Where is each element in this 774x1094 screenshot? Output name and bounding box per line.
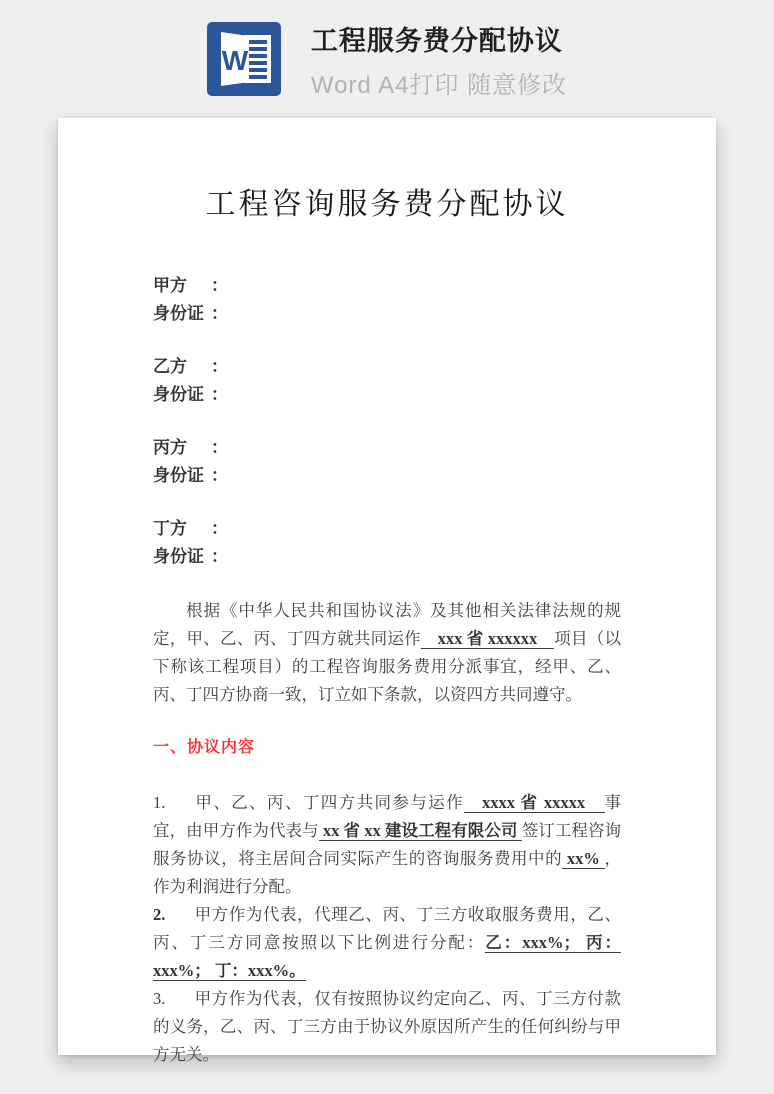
clause-text bbox=[153, 793, 621, 896]
party-role-line bbox=[153, 434, 621, 462]
text-segment: xxx 省 xxxxxx bbox=[420, 629, 555, 648]
document-body bbox=[153, 597, 621, 1069]
text-segment: xx 省 xx 建设工程有限公司 bbox=[318, 821, 522, 840]
colon: ： bbox=[211, 385, 228, 404]
intro-paragraph bbox=[153, 597, 621, 709]
site-header bbox=[0, 0, 774, 99]
colon: ： bbox=[211, 466, 228, 485]
party-role-line bbox=[153, 353, 621, 381]
party-role-label: 丁方 bbox=[153, 519, 187, 538]
page-title: 工程服务费分配协议 bbox=[310, 25, 563, 56]
party-role-line bbox=[153, 515, 621, 543]
text-segment: xx% bbox=[562, 849, 605, 868]
text-segment: 乙：xxx%； 丙：xxx%； 丁：xxx%。 bbox=[153, 933, 622, 980]
section-heading: 一、协议内容 bbox=[153, 739, 256, 756]
clause-text bbox=[153, 905, 621, 981]
clause-number: 2. bbox=[153, 905, 166, 924]
party-block-jia bbox=[153, 272, 621, 328]
clause-list bbox=[153, 789, 621, 1069]
party-id-line bbox=[153, 462, 621, 490]
page-subtitle: Word A4打印 随意修改 bbox=[310, 71, 568, 99]
colon: ： bbox=[211, 276, 228, 295]
text-segment: xxxx 省 xxxxx bbox=[464, 793, 605, 812]
document-preview-page bbox=[58, 118, 716, 1064]
clause-item-2 bbox=[153, 901, 621, 985]
party-block-ding bbox=[153, 515, 621, 571]
clause-text bbox=[153, 989, 621, 1064]
party-block-yi bbox=[153, 353, 621, 409]
text-segment: 甲方作为代表，仅有按照协议约定向乙、丙、丁三方付款的义务，乙、丙、丁三方由于协议外原因所产生的任何纠纷与甲方无关。 bbox=[153, 989, 621, 1064]
party-role-label: 乙方 bbox=[153, 357, 187, 376]
party-id-line bbox=[153, 381, 621, 409]
clause-item-1 bbox=[153, 789, 621, 901]
text-segment: 签订工程咨询服务协议，将主居间合同实际产生的咨询服务费用中的 bbox=[153, 821, 622, 868]
text-segment: ，作为利润进行分配。 bbox=[153, 849, 622, 896]
party-id-label: 身份证 bbox=[153, 385, 204, 404]
party-role-label: 甲方 bbox=[153, 276, 187, 295]
colon: ： bbox=[211, 438, 228, 457]
text-segment: 根据《中华人民共和国协议法》及其他相关法律法规的规定，甲、乙、丙、丁四方就共同运作 bbox=[153, 601, 621, 648]
colon: ： bbox=[211, 357, 228, 376]
text-segment: 事宜，由甲方作为代表与 bbox=[153, 793, 622, 840]
svg-text:W: W bbox=[221, 45, 249, 76]
text-segment: 甲、乙、丙、丁四方共同参与运作 bbox=[194, 793, 465, 812]
party-id-line bbox=[153, 543, 621, 571]
party-id-label: 身份证 bbox=[153, 304, 204, 323]
text-segment: 项目（以下称该工程项目）的工程咨询服务费用分派事宜，经甲、乙、丙、丁四方协商一致，订立如下条款，以资四方共同遵守。 bbox=[153, 629, 622, 704]
clause-item-3 bbox=[153, 985, 621, 1069]
party-id-label: 身份证 bbox=[153, 547, 204, 566]
header-texts bbox=[311, 19, 567, 100]
colon: ： bbox=[211, 547, 228, 566]
party-role-label: 丙方 bbox=[153, 438, 187, 457]
document-title: 工程咨询服务费分配协议 bbox=[205, 188, 569, 221]
word-logo-svg bbox=[207, 22, 281, 96]
clause-number: 1. bbox=[153, 793, 166, 812]
clause-number: 3. bbox=[153, 989, 166, 1008]
party-id-label: 身份证 bbox=[153, 466, 204, 485]
party-id-line bbox=[153, 300, 621, 328]
colon: ： bbox=[211, 519, 228, 538]
text-segment: 甲方作为代表，代理乙、丙、丁三方收取服务费用，乙、丙、丁三方同意按照以下比例进行分配： bbox=[153, 905, 621, 952]
party-block-bing bbox=[153, 434, 621, 490]
party-role-line bbox=[153, 272, 621, 300]
word-logo-icon bbox=[207, 22, 281, 96]
colon: ： bbox=[211, 304, 228, 323]
party-list bbox=[153, 272, 621, 571]
